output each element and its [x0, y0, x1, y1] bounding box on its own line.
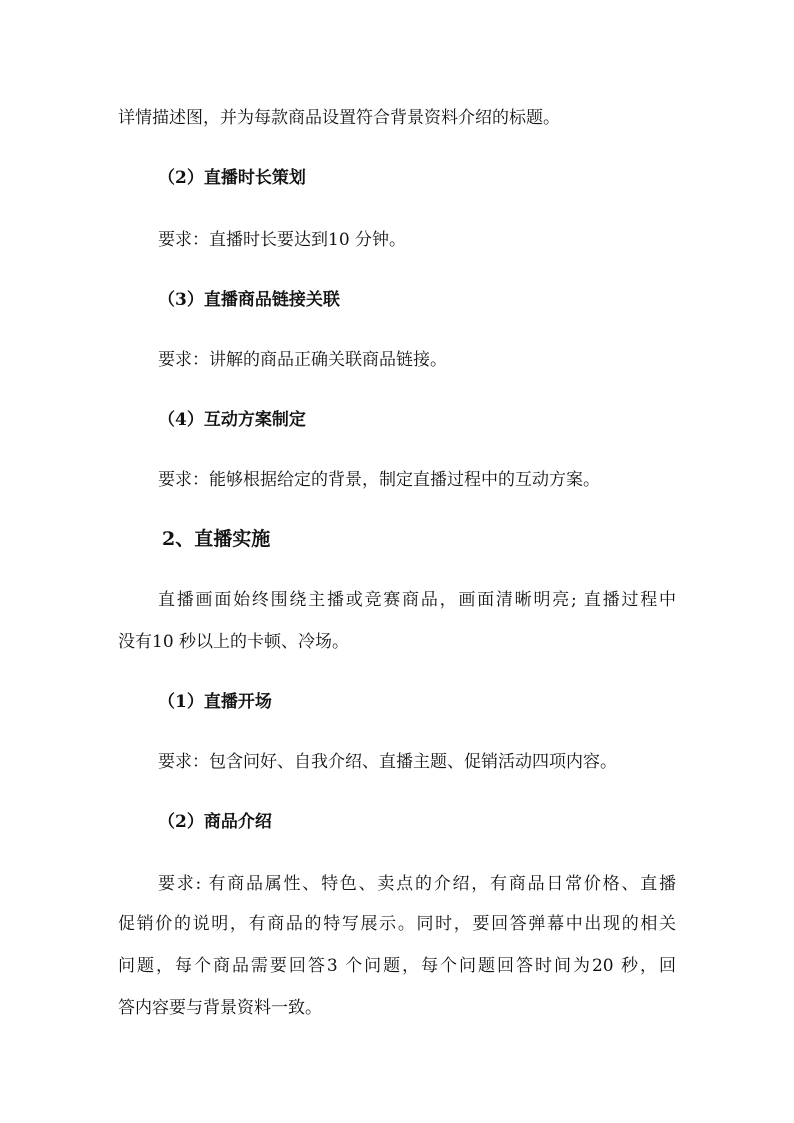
subheading-opening: （1）直播开场 — [158, 692, 272, 712]
requirement-product-intro-line-3: 问题，每个商品需要回答3 个问题，每个问题回答时间为20 秒，回 — [118, 956, 676, 976]
requirement-opening: 要求：包含问好、自我介绍、直播主题、促销活动四项内容。 — [158, 752, 617, 772]
subheading-interaction-plan: （4）互动方案制定 — [158, 410, 306, 430]
requirement-live-duration: 要求：直播时长要达到10 分钟。 — [158, 230, 407, 250]
paragraph-continuation: 详情描述图，并为每款商品设置符合背景资料介绍的标题。 — [118, 108, 560, 128]
requirement-product-intro-line-4: 答内容要与背景资料一致。 — [118, 998, 322, 1018]
requirement-interaction-plan: 要求：能够根据给定的背景，制定直播过程中的互动方案。 — [158, 470, 600, 490]
paragraph-implementation-line-1: 直播画面始终围绕主播或竞赛商品，画面清晰明亮; 直播过程中 — [158, 590, 676, 610]
subheading-live-duration: （2）直播时长策划 — [158, 168, 306, 188]
requirement-product-intro-line-2: 促销价的说明，有商品的特写展示。同时，要回答弹幕中出现的相关 — [118, 914, 676, 934]
section-title-live-implementation: 2、直播实施 — [162, 528, 271, 550]
subheading-product-intro: （2）商品介绍 — [158, 812, 272, 832]
subheading-product-link: （3）直播商品链接关联 — [158, 290, 340, 310]
paragraph-implementation-line-2: 没有10 秒以上的卡顿、冷场。 — [118, 632, 350, 652]
requirement-product-link: 要求：讲解的商品正确关联商品链接。 — [158, 350, 447, 370]
requirement-product-intro-line-1: 要求: 有商品属性、特色、卖点的介绍，有商品日常价格、直播 — [158, 874, 676, 894]
